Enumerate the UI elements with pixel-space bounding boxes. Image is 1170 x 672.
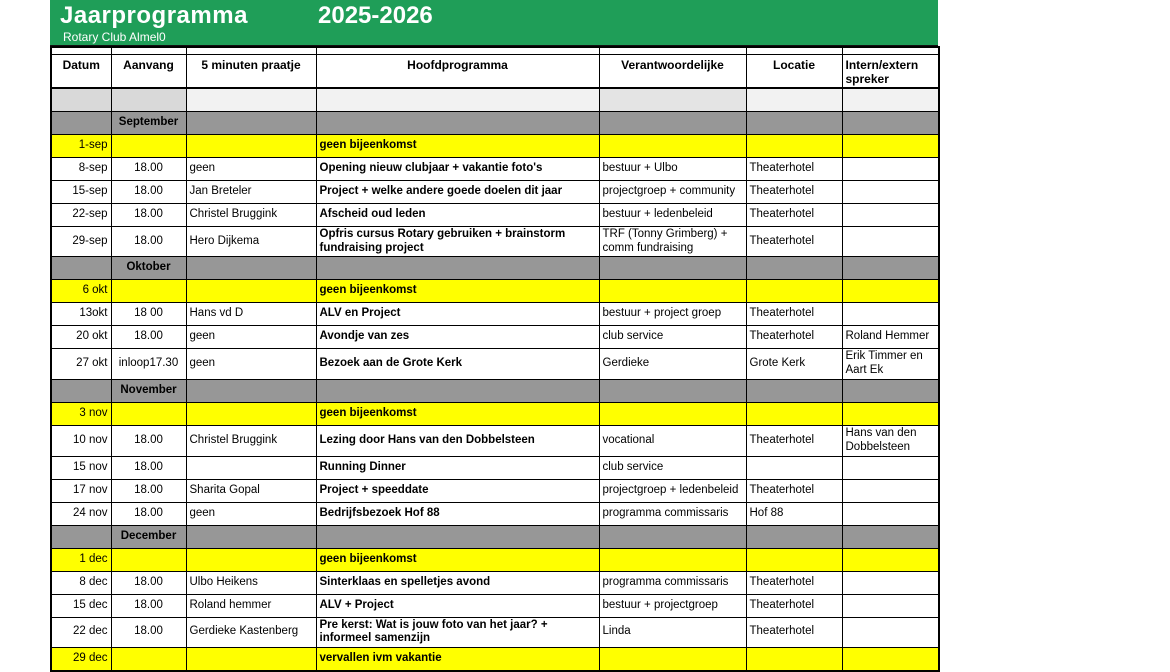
datum-cell: 22 dec [51,617,111,648]
aanvang-cell: 18.00 [111,479,186,502]
column-header-praatje: 5 minuten praatje [186,54,316,88]
page-title: Jaarprogramma [60,2,248,29]
locatie-cell [746,280,842,303]
spacer-cell [186,88,316,111]
praatje-cell [186,280,316,303]
aanvang-cell: 18.00 [111,617,186,648]
praatje-cell [186,648,316,671]
hoofdprogramma-cell: Pre kerst: Wat is jouw foto van het jaar? + informeel samenzijn [316,617,599,648]
verantwoordelijke-cell [599,648,746,671]
hoofdprogramma-cell: Running Dinner [316,456,599,479]
aanvang-cell: 18.00 [111,502,186,525]
event-row [51,226,939,257]
hoofdprogramma-cell: ALV + Project [316,594,599,617]
event-row [51,326,939,349]
month-cell [599,111,746,134]
spreker-cell: Hans van den Dobbelsteen [842,425,939,456]
month-cell [186,257,316,280]
aanvang-cell: inloop17.30 [111,349,186,380]
spreker-cell [842,203,939,226]
hoofdprogramma-cell: Opfris cursus Rotary gebruiken + brainstorm fundraising project [316,226,599,257]
page-subtitle: Rotary Club Almel0 [63,30,166,44]
spreker-cell [842,571,939,594]
aanvang-cell: 18.00 [111,203,186,226]
month-cell [599,379,746,402]
praatje-cell [186,456,316,479]
column-header-datum: Datum [51,54,111,88]
praatje-cell [186,402,316,425]
datum-cell: 15-sep [51,180,111,203]
praatje-cell: Roland hemmer [186,594,316,617]
title-band [50,0,938,46]
hoofdprogramma-cell: vervallen ivm vakantie [316,648,599,671]
aanvang-cell: 18.00 [111,180,186,203]
verantwoordelijke-cell: club service [599,456,746,479]
event-row-highlighted [51,548,939,571]
aanvang-cell: 18.00 [111,157,186,180]
month-cell [51,111,111,134]
spacer-cell [51,88,111,111]
locatie-cell: Grote Kerk [746,349,842,380]
locatie-cell [746,648,842,671]
spacer-thin-row [51,47,939,54]
event-row-highlighted [51,648,939,671]
aanvang-cell [111,548,186,571]
praatje-cell: Ulbo Heikens [186,571,316,594]
praatje-cell: geen [186,326,316,349]
month-cell [746,111,842,134]
spreker-cell [842,548,939,571]
verantwoordelijke-cell: TRF (Tonny Grimberg) + comm fundraising [599,226,746,257]
spacer-cell [746,88,842,111]
locatie-cell: Theaterhotel [746,326,842,349]
locatie-cell: Theaterhotel [746,203,842,226]
praatje-cell: Gerdieke Kastenberg [186,617,316,648]
month-cell [51,257,111,280]
spreker-cell [842,180,939,203]
event-row [51,502,939,525]
month-cell [316,379,599,402]
praatje-cell [186,134,316,157]
spreker-cell: Erik Timmer en Aart Ek [842,349,939,380]
event-row-highlighted [51,134,939,157]
datum-cell: 29-sep [51,226,111,257]
spreker-cell [842,157,939,180]
spreker-cell [842,502,939,525]
hoofdprogramma-cell: ALV en Project [316,303,599,326]
datum-cell: 1 dec [51,548,111,571]
hoofdprogramma-cell: geen bijeenkomst [316,402,599,425]
spreker-cell [842,479,939,502]
verantwoordelijke-cell: programma commissaris [599,571,746,594]
event-row [51,203,939,226]
verantwoordelijke-cell: Linda [599,617,746,648]
month-cell [746,257,842,280]
datum-cell: 29 dec [51,648,111,671]
praatje-cell: Sharita Gopal [186,479,316,502]
month-label: September [111,111,186,134]
verantwoordelijke-cell: club service [599,326,746,349]
table-body [51,47,939,671]
datum-cell: 22-sep [51,203,111,226]
event-row [51,479,939,502]
event-row-highlighted [51,402,939,425]
month-cell [316,257,599,280]
month-cell [316,111,599,134]
spacer-cell [316,88,599,111]
spreker-cell [842,402,939,425]
verantwoordelijke-cell: bestuur + ledenbeleid [599,203,746,226]
verantwoordelijke-cell: projectgroep + community [599,180,746,203]
month-cell [316,525,599,548]
locatie-cell: Theaterhotel [746,617,842,648]
aanvang-cell: 18 00 [111,303,186,326]
event-row-highlighted [51,280,939,303]
aanvang-cell [111,134,186,157]
datum-cell: 10 nov [51,425,111,456]
locatie-cell: Theaterhotel [746,226,842,257]
locatie-cell: Theaterhotel [746,180,842,203]
verantwoordelijke-cell [599,134,746,157]
spreker-cell [842,648,939,671]
praatje-cell: Christel Bruggink [186,203,316,226]
month-cell [51,525,111,548]
locatie-cell: Hof 88 [746,502,842,525]
spacer-row [51,88,939,111]
month-cell [746,379,842,402]
month-row [51,111,939,134]
locatie-cell: Theaterhotel [746,303,842,326]
hoofdprogramma-cell: geen bijeenkomst [316,134,599,157]
datum-cell: 8 dec [51,571,111,594]
spreker-cell [842,456,939,479]
locatie-cell: Theaterhotel [746,479,842,502]
spacer-cell [842,88,939,111]
locatie-cell: Theaterhotel [746,425,842,456]
locatie-cell: Theaterhotel [746,571,842,594]
event-row [51,180,939,203]
datum-cell: 20 okt [51,326,111,349]
datum-cell: 24 nov [51,502,111,525]
aanvang-cell: 18.00 [111,425,186,456]
hoofdprogramma-cell: Avondje van zes [316,326,599,349]
verantwoordelijke-cell: programma commissaris [599,502,746,525]
event-row [51,571,939,594]
praatje-cell: Hans vd D [186,303,316,326]
aanvang-cell [111,280,186,303]
hoofdprogramma-cell: Bezoek aan de Grote Kerk [316,349,599,380]
verantwoordelijke-cell: Gerdieke [599,349,746,380]
verantwoordelijke-cell: bestuur + Ulbo [599,157,746,180]
hoofdprogramma-cell: Opening nieuw clubjaar + vakantie foto's [316,157,599,180]
datum-cell: 1-sep [51,134,111,157]
locatie-cell: Theaterhotel [746,594,842,617]
month-label: December [111,525,186,548]
column-header-spreker: Intern/extern spreker [842,54,939,88]
locatie-cell: Theaterhotel [746,157,842,180]
program-table [50,46,940,672]
hoofdprogramma-cell: Afscheid oud leden [316,203,599,226]
datum-cell: 3 nov [51,402,111,425]
praatje-cell: geen [186,157,316,180]
month-cell [842,257,939,280]
spacer-cell [599,88,746,111]
datum-cell: 13okt [51,303,111,326]
page-season: 2025-2026 [318,2,433,29]
column-header-hoofdprogramma: Hoofdprogramma [316,54,599,88]
spacer-cell [111,88,186,111]
event-row [51,157,939,180]
verantwoordelijke-cell: bestuur + project groep [599,303,746,326]
column-header-locatie: Locatie [746,54,842,88]
datum-cell: 15 dec [51,594,111,617]
hoofdprogramma-cell: Bedrijfsbezoek Hof 88 [316,502,599,525]
spreker-cell [842,280,939,303]
aanvang-cell: 18.00 [111,326,186,349]
month-cell [51,379,111,402]
column-header-aanvang: Aanvang [111,54,186,88]
spreker-cell [842,134,939,157]
datum-cell: 27 okt [51,349,111,380]
column-header-verantwoordelijke: Verantwoordelijke [599,54,746,88]
month-cell [186,525,316,548]
verantwoordelijke-cell [599,402,746,425]
aanvang-cell: 18.00 [111,456,186,479]
month-cell [599,257,746,280]
spreker-cell [842,617,939,648]
verantwoordelijke-cell [599,280,746,303]
praatje-cell: geen [186,349,316,380]
hoofdprogramma-cell: Lezing door Hans van den Dobbelsteen [316,425,599,456]
table-header-row [51,54,939,88]
praatje-cell: Hero Dijkema [186,226,316,257]
event-row [51,303,939,326]
praatje-cell: geen [186,502,316,525]
event-row [51,456,939,479]
verantwoordelijke-cell: vocational [599,425,746,456]
month-cell [186,111,316,134]
praatje-cell: Christel Bruggink [186,425,316,456]
month-cell [842,111,939,134]
event-row [51,425,939,456]
hoofdprogramma-cell: Project + speeddate [316,479,599,502]
verantwoordelijke-cell [599,548,746,571]
locatie-cell [746,134,842,157]
month-label: November [111,379,186,402]
verantwoordelijke-cell: bestuur + projectgroep [599,594,746,617]
month-cell [842,379,939,402]
hoofdprogramma-cell: geen bijeenkomst [316,548,599,571]
hoofdprogramma-cell: Project + welke andere goede doelen dit jaar [316,180,599,203]
hoofdprogramma-cell: Sinterklaas en spelletjes avond [316,571,599,594]
locatie-cell [746,402,842,425]
month-cell [842,525,939,548]
praatje-cell: Jan Breteler [186,180,316,203]
aanvang-cell: 18.00 [111,571,186,594]
locatie-cell [746,456,842,479]
event-row [51,594,939,617]
hoofdprogramma-cell: geen bijeenkomst [316,280,599,303]
aanvang-cell [111,402,186,425]
spreadsheet-page [50,0,938,672]
datum-cell: 6 okt [51,280,111,303]
month-row [51,525,939,548]
month-row [51,379,939,402]
praatje-cell [186,548,316,571]
spreker-cell [842,303,939,326]
event-row [51,617,939,648]
month-row [51,257,939,280]
month-cell [186,379,316,402]
aanvang-cell: 18.00 [111,226,186,257]
spreker-cell: Roland Hemmer [842,326,939,349]
spreker-cell [842,594,939,617]
verantwoordelijke-cell: projectgroep + ledenbeleid [599,479,746,502]
month-cell [599,525,746,548]
aanvang-cell: 18.00 [111,594,186,617]
datum-cell: 17 nov [51,479,111,502]
datum-cell: 8-sep [51,157,111,180]
locatie-cell [746,548,842,571]
aanvang-cell [111,648,186,671]
month-cell [746,525,842,548]
month-label: Oktober [111,257,186,280]
datum-cell: 15 nov [51,456,111,479]
spreker-cell [842,226,939,257]
event-row [51,349,939,380]
